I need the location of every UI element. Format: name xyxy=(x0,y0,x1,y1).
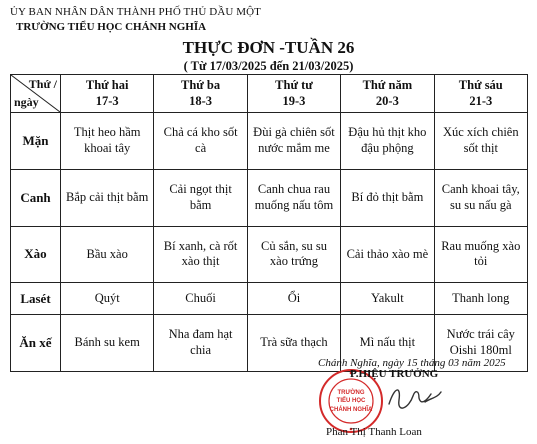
svg-text:CHÁNH NGHĨA: CHÁNH NGHĨA xyxy=(329,407,373,413)
day-header xyxy=(247,75,340,113)
menu-cell: Củ sắn, su su xào trứng xyxy=(247,226,340,283)
row-label: Xào xyxy=(11,226,61,283)
corner-cell xyxy=(11,75,61,113)
row-label: Ăn xế xyxy=(11,315,61,372)
day-name: Thứ sáu xyxy=(458,77,503,92)
menu-cell: Cải ngọt thịt bằm xyxy=(154,169,247,226)
day-header xyxy=(341,75,434,113)
menu-cell: Mì nấu thịt xyxy=(341,315,434,372)
day-header xyxy=(434,75,527,113)
menu-cell: Ổi xyxy=(247,283,340,315)
day-date: 21-3 xyxy=(469,93,493,108)
menu-cell: Quýt xyxy=(61,283,154,315)
menu-cell: Thanh long xyxy=(434,283,527,315)
svg-text:TRƯỜNG: TRƯỜNG xyxy=(337,390,365,396)
menu-cell: Thịt heo hầm khoai tây xyxy=(61,113,154,170)
menu-cell: Bầu xào xyxy=(61,226,154,283)
signer-role: P.HIỆU TRƯỞNG xyxy=(350,368,439,380)
menu-cell: Yakult xyxy=(341,283,434,315)
table-row xyxy=(11,283,528,315)
menu-cell: Xúc xích chiên sốt thịt xyxy=(434,113,527,170)
menu-cell: Rau muống xào tỏi xyxy=(434,226,527,283)
menu-cell: Nha đam hạt chia xyxy=(154,315,247,372)
menu-cell: Bí đỏ thịt bằm xyxy=(341,169,434,226)
table-row xyxy=(11,226,528,283)
menu-cell: Bắp cải thịt bằm xyxy=(61,169,154,226)
menu-cell: Canh khoai tây, su su nấu gà xyxy=(434,169,527,226)
menu-date-range: ( Từ 17/03/2025 đến 21/03/2025) xyxy=(183,59,354,73)
table-row xyxy=(11,113,528,170)
menu-table xyxy=(10,74,528,372)
table-row xyxy=(11,169,528,226)
corner-label-top: Thứ / xyxy=(28,77,57,91)
menu-cell: Chuối xyxy=(154,283,247,315)
day-name: Thứ năm xyxy=(362,77,413,92)
day-name: Thứ hai xyxy=(85,77,129,92)
table-header-row xyxy=(11,75,528,113)
day-date: 18-3 xyxy=(189,93,213,108)
svg-text:TIỂU HỌC: TIỂU HỌC xyxy=(336,398,366,404)
menu-cell: Trà sữa thạch xyxy=(247,315,340,372)
menu-cell: Đùi gà chiên sốt nước mắm me xyxy=(247,113,340,170)
menu-cell: Cải thảo xào mè xyxy=(341,226,434,283)
principal-signature xyxy=(385,378,445,418)
day-header xyxy=(154,75,247,113)
authority-header: ỦY BAN NHÂN DÂN THÀNH PHỐ THỦ DẦU MỘT xyxy=(10,6,261,18)
menu-cell: Đậu hủ thịt kho đậu phộng xyxy=(341,113,434,170)
signing-place-date: Chánh Nghĩa, ngày 15 tháng 03 năm 2025 xyxy=(318,357,506,369)
menu-cell: Bí xanh, cà rốt xào thịt xyxy=(154,226,247,283)
menu-cell: Nước trái cây Oishi 180ml xyxy=(434,315,527,372)
day-header xyxy=(61,75,154,113)
row-label: Mặn xyxy=(11,113,61,170)
day-name: Thứ ba xyxy=(181,77,221,92)
menu-cell: Bánh su kem xyxy=(61,315,154,372)
signer-name: Phan Thị Thanh Loan xyxy=(326,426,422,438)
school-header: TRƯỜNG TIỂU HỌC CHÁNH NGHĨA xyxy=(16,21,207,33)
menu-title: THỰC ĐƠN -TUẦN 26 xyxy=(182,38,355,57)
menu-cell: Canh chua rau muống nấu tôm xyxy=(247,169,340,226)
day-date: 20-3 xyxy=(375,93,399,108)
corner-label-bottom: ngày xyxy=(14,95,39,109)
row-label: Lasét xyxy=(11,283,61,315)
menu-cell: Chả cá kho sốt cà xyxy=(154,113,247,170)
day-date: 19-3 xyxy=(282,93,306,108)
row-label: Canh xyxy=(11,169,61,226)
day-name: Thứ tư xyxy=(275,77,313,92)
day-date: 17-3 xyxy=(95,93,119,108)
